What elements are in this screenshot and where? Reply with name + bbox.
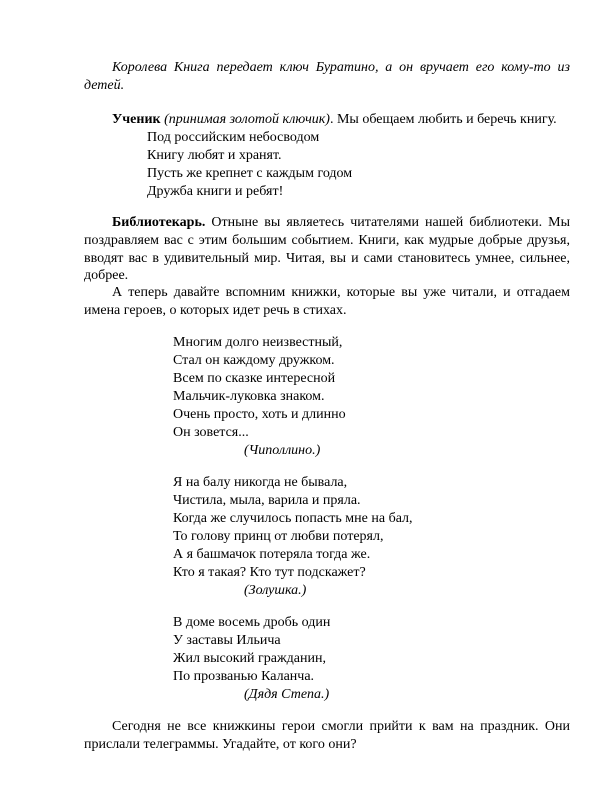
riddle-1-line-4: Мальчик-луковка знаком.: [173, 389, 325, 404]
riddle-3-answer: (Дядя Степа.): [244, 687, 330, 702]
riddle-2-line-4: То голову принц от любви потерял,: [173, 529, 384, 544]
riddle-1-answer: (Чиполлино.): [244, 443, 321, 458]
riddle-1-line-1: Многим долго неизвестный,: [173, 335, 343, 350]
closing-line-2: прислали телеграммы. Угадайте, от кого они?: [84, 737, 357, 752]
student-verse-line-2: Книгу любят и хранят.: [147, 148, 282, 163]
librarian-line-3: вводят вас в удивительный мир. Читая, вы и сами становитесь умнее, сильнее,: [84, 251, 570, 266]
riddle-3-line-1: В доме восемь дробь один: [173, 615, 331, 630]
riddle-1-line-6: Он зовется...: [173, 425, 249, 440]
librarian-line-5: А теперь давайте вспомним книжки, которые вы уже читали, и отгадаем: [112, 285, 570, 300]
intro-line-1: Королева Книга передает ключ Буратино, а он вручает его кому-то из: [112, 60, 570, 75]
librarian-line-6: имена героев, о которых идет речь в стихах.: [84, 303, 347, 318]
riddle-2-line-1: Я на балу никогда не бывала,: [173, 475, 348, 490]
student-speaker: Ученик: [112, 112, 161, 127]
riddle-3-line-3: Жил высокий гражданин,: [173, 651, 326, 666]
student-verse-line-3: Пусть же крепнет с каждым годом: [147, 166, 353, 181]
librarian-line-1: [112, 214, 570, 231]
riddle-2-line-2: Чистила, мыла, варила и пряла.: [173, 493, 361, 508]
librarian-line-2: поздравляем вас с этим большим событием. Книги, как мудрые добрые друзья,: [84, 233, 570, 248]
riddle-2-answer: (Золушка.): [244, 583, 307, 598]
riddle-2-line-6: Кто я такая? Кто тут подскажет?: [173, 565, 366, 580]
student-remark: (принимая золотой ключик): [164, 112, 330, 127]
closing-line-1: Сегодня не все книжкины герои смогли прийти к вам на праздник. Они: [112, 719, 570, 734]
riddle-2-line-5: А я башмачок потеряла тогда же.: [173, 547, 371, 562]
riddle-1-line-3: Всем по сказке интересной: [173, 371, 336, 386]
riddle-2-line-3: Когда же случилось попасть мне на бал,: [173, 511, 413, 526]
riddle-3-line-2: У заставы Ильича: [173, 633, 281, 648]
student-verse-line-4: Дружба книги и ребят!: [147, 184, 284, 199]
librarian-line-4: добрее.: [84, 268, 129, 283]
student-speech: . Мы обещаем любить и беречь книгу.: [329, 112, 557, 127]
intro-line-2: детей.: [84, 78, 125, 93]
librarian-speaker: Библиотекарь.: [112, 215, 206, 230]
student-verse-line-1: Под российским небосводом: [147, 130, 320, 145]
riddle-3-line-4: По прозванью Каланча.: [173, 669, 315, 684]
riddle-1-line-5: Очень просто, хоть и длинно: [173, 407, 346, 422]
librarian-text-1: Отныне вы являетесь читателями нашей библиотеки. Мы: [205, 215, 570, 230]
student-paragraph: [112, 111, 557, 128]
riddle-1-line-2: Стал он каждому дружком.: [173, 353, 335, 368]
